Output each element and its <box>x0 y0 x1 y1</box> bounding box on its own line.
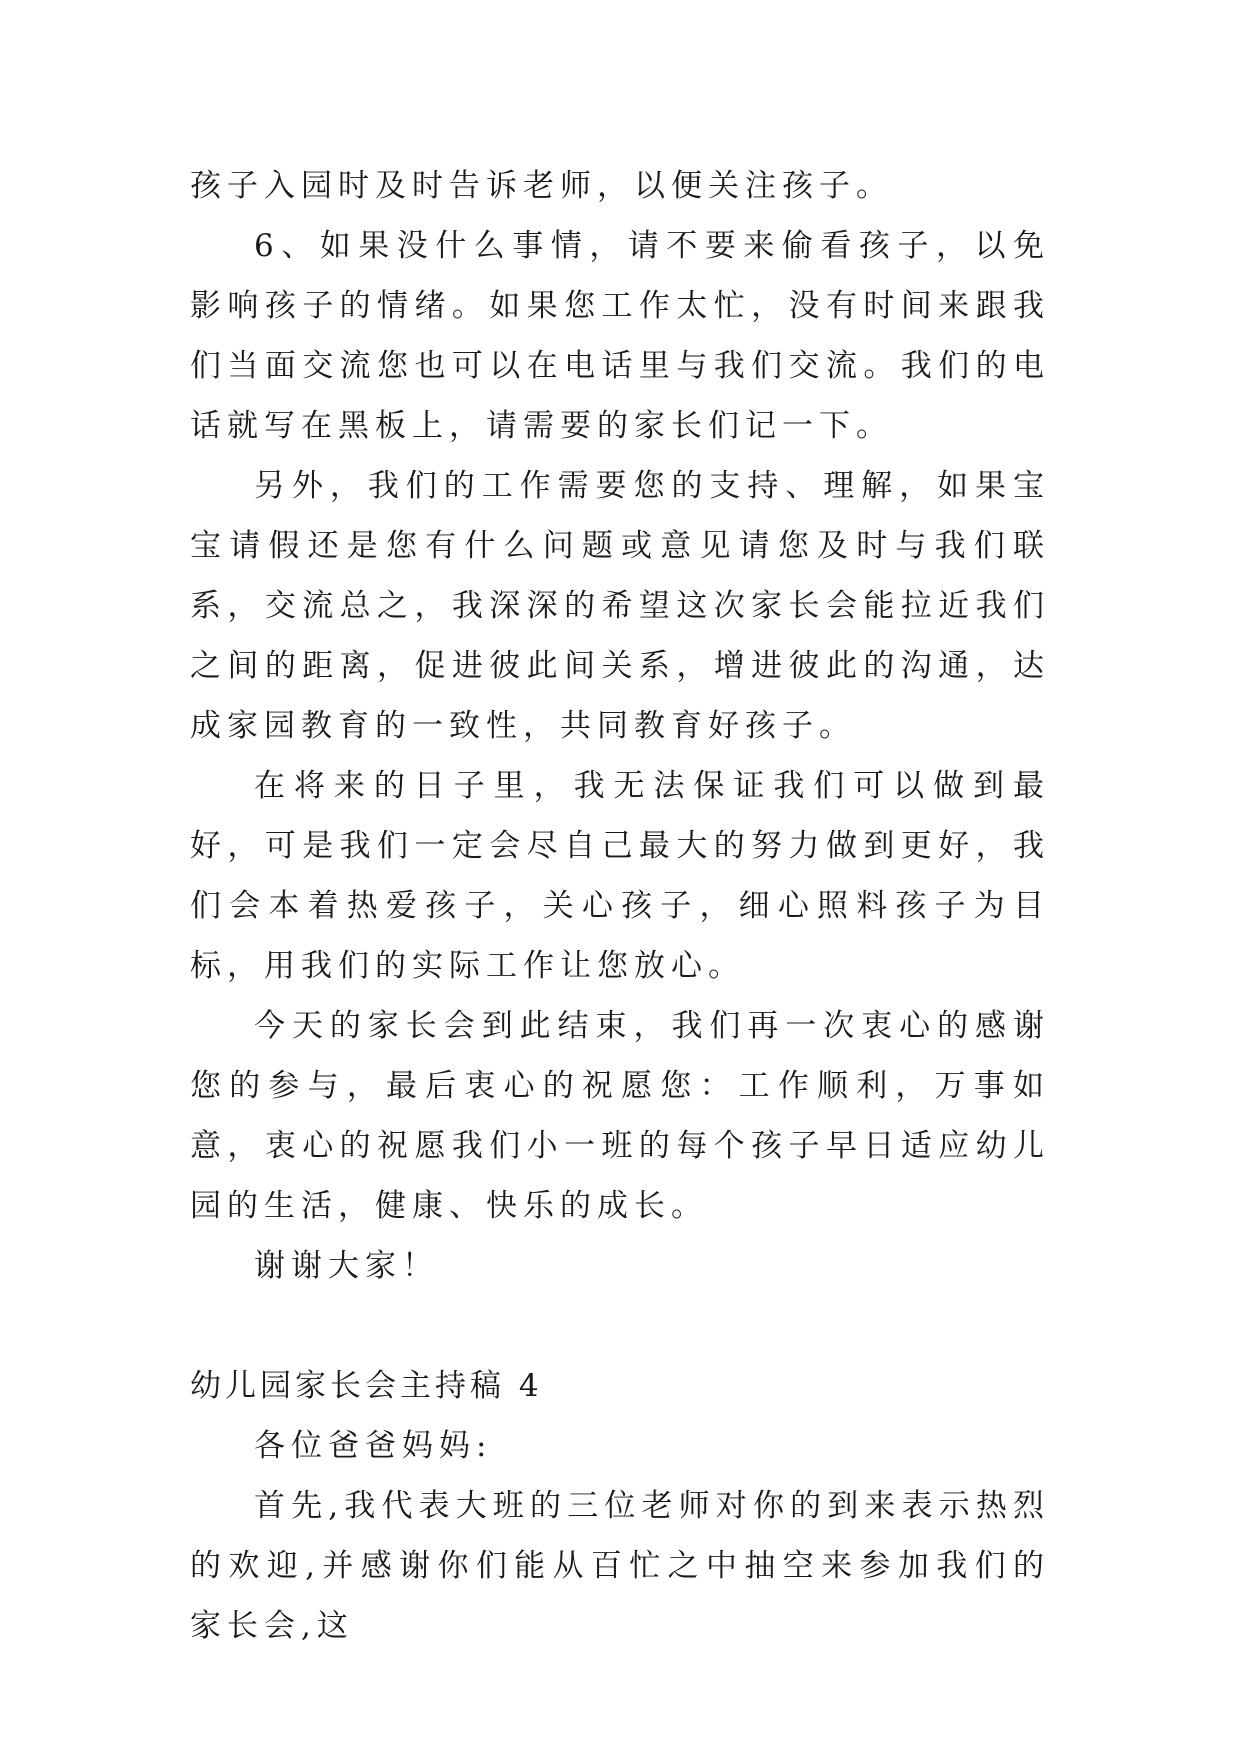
paragraph-item-6: 6、如果没什么事情，请不要来偷看孩子，以免影响孩子的情绪。如果您工作太忙，没有时间来跟我们当面交流您也可以在电话里与我们交流。我们的电话就写在黑板上，请需要的家长们记一下。 <box>190 228 1050 444</box>
document-body <box>190 156 1050 1656</box>
section-spacer <box>190 1296 1050 1356</box>
paragraph-welcome: 首先,我代表大班的三位老师对你的到来表示热烈的欢迎,并感谢你们能从百忙之中抽空来参加我们的家长会,这 <box>190 1488 1050 1644</box>
paragraph-support: 另外，我们的工作需要您的支持、理解，如果宝宝请假还是您有什么问题或意见请您及时与我们联系，交流总之，我深深的希望这次家长会能拉近我们之间的距离，促进彼此间关系，增进彼此的沟通，达成家园教育的一致性，共同教育好孩子。 <box>190 468 1050 744</box>
paragraph-closing: 今天的家长会到此结束，我们再一次衷心的感谢您的参与，最后衷心的祝愿您：工作顺利，万事如意，衷心的祝愿我们小一班的每个孩子早日适应幼儿园的生活，健康、快乐的成长。 <box>190 1008 1050 1224</box>
paragraph-continuation: 孩子入园时及时告诉老师，以便关注孩子。 <box>190 168 893 204</box>
paragraph-greeting: 各位爸爸妈妈: <box>254 1428 493 1464</box>
paragraph-future: 在将来的日子里，我无法保证我们可以做到最好，可是我们一定会尽自己最大的努力做到更好，我们会本着热爱孩子，关心孩子，细心照料孩子为目标，用我们的实际工作让您放心。 <box>190 768 1050 984</box>
section-title: 幼儿园家长会主持稿 4 <box>190 1368 543 1404</box>
paragraph-thanks: 谢谢大家！ <box>254 1248 439 1284</box>
